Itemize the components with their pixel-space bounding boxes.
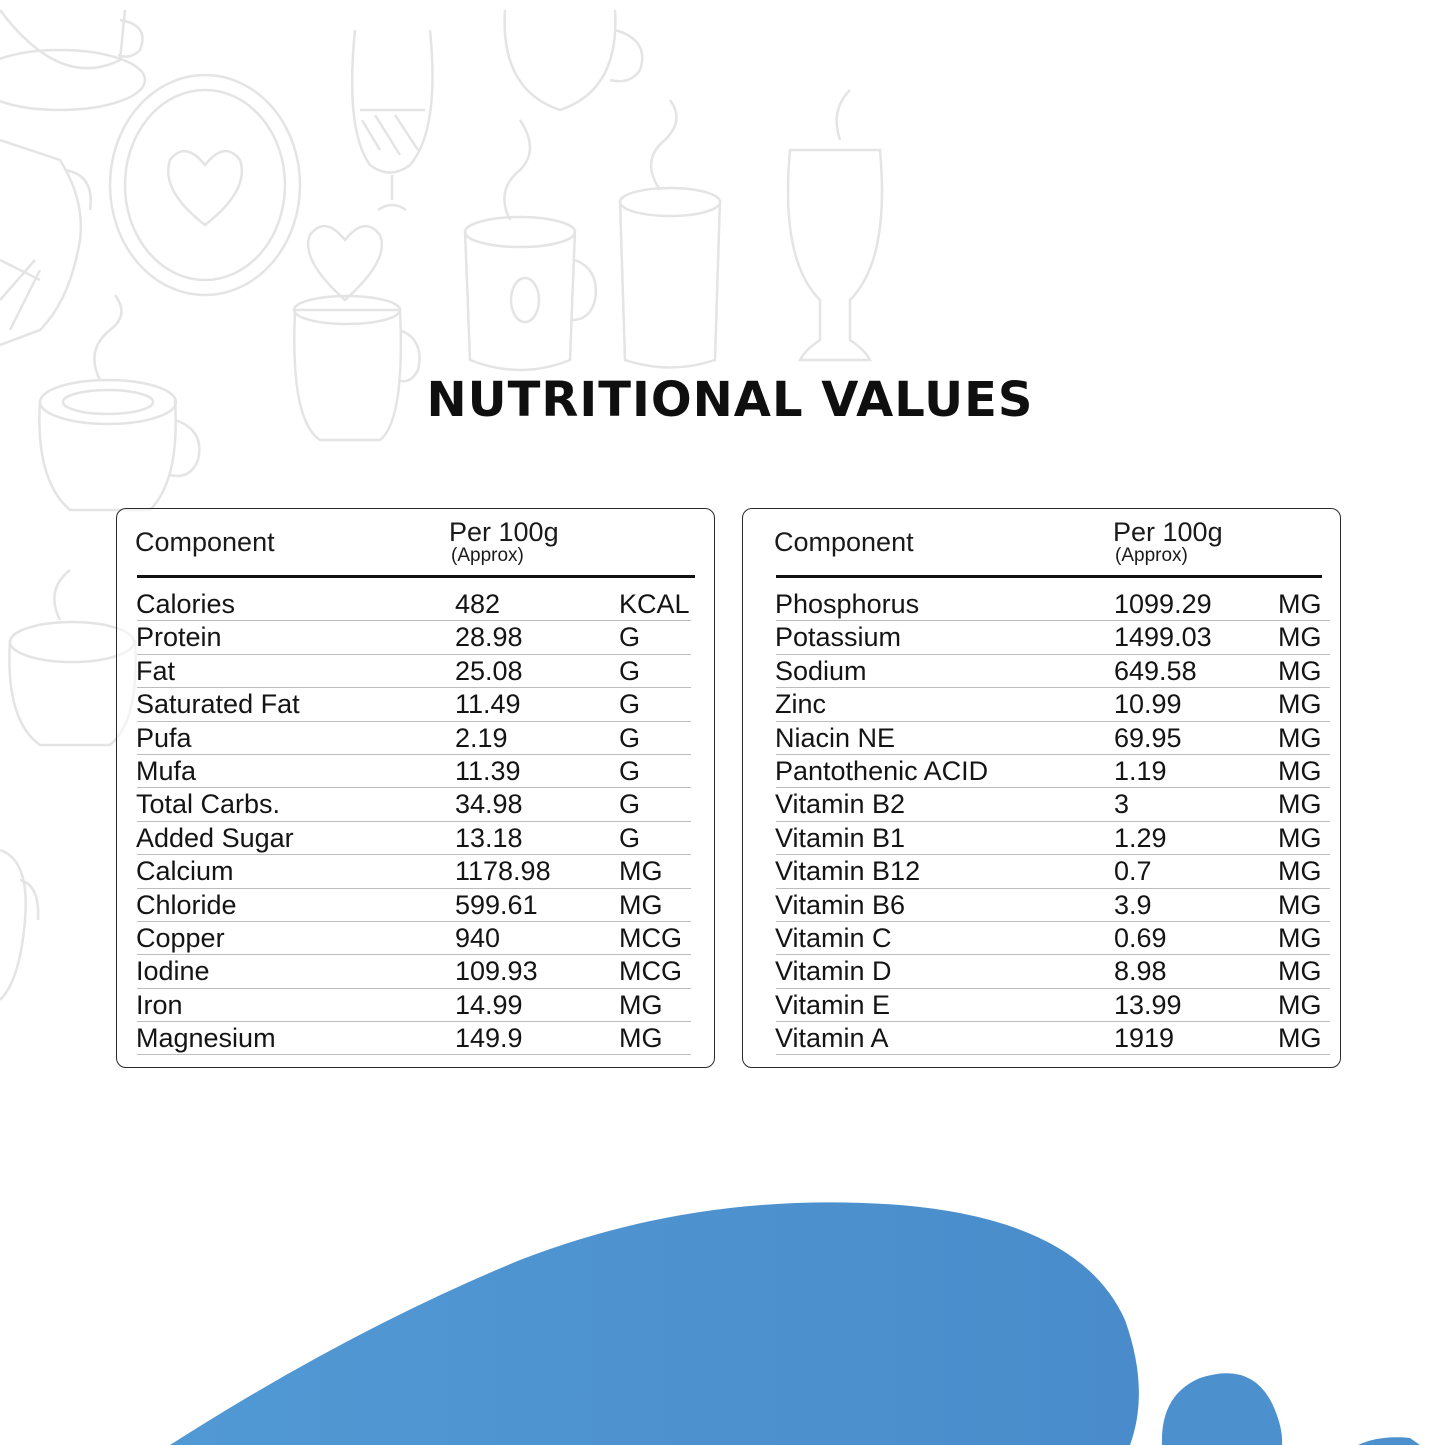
component-unit: MG <box>1278 622 1322 653</box>
component-value: 34.98 <box>455 789 523 820</box>
component-unit: G <box>619 789 641 820</box>
component-value: 1099.29 <box>1114 589 1212 619</box>
component-name: Copper <box>136 922 225 953</box>
component-name: Vitamin B12 <box>775 856 921 887</box>
table-row <box>117 621 714 654</box>
component-value: 482 <box>455 589 501 619</box>
component-unit: MG <box>1278 822 1322 853</box>
component-name: Total Carbs. <box>136 789 281 820</box>
table-row <box>117 722 714 755</box>
table-body <box>117 588 714 1055</box>
table-row <box>743 955 1340 988</box>
component-value: 11.49 <box>455 689 521 720</box>
table-row <box>743 989 1340 1022</box>
component-value: 1919 <box>1114 1023 1175 1054</box>
table-row <box>117 655 714 688</box>
table-row <box>117 989 714 1022</box>
component-value: 0.69 <box>1114 922 1167 953</box>
component-name: Fat <box>136 655 176 686</box>
component-name: Vitamin E <box>775 989 891 1020</box>
component-value: 11.39 <box>455 755 521 786</box>
component-name: Added Sugar <box>136 822 294 853</box>
table-row <box>743 722 1340 755</box>
component-value: 599.61 <box>455 889 538 920</box>
component-unit: MG <box>619 989 663 1020</box>
table-row <box>743 788 1340 821</box>
component-name: Saturated Fat <box>136 689 300 720</box>
table-body <box>743 588 1340 1055</box>
table-row <box>743 621 1340 654</box>
component-name: Vitamin B1 <box>775 822 906 853</box>
component-unit: MG <box>1278 589 1322 619</box>
row-divider <box>776 1054 1330 1055</box>
component-unit: MG <box>619 856 663 887</box>
table-row <box>117 588 714 621</box>
component-unit: MG <box>619 1023 663 1054</box>
table-row <box>743 588 1340 621</box>
component-value: 149.9 <box>455 1023 523 1054</box>
component-name: Vitamin C <box>775 922 892 953</box>
table-row <box>117 889 714 922</box>
component-value: 13.99 <box>1114 989 1182 1020</box>
approx-label: (Approx) <box>451 545 524 566</box>
per-100g-label: Per 100g <box>1113 517 1223 547</box>
table-row <box>743 1022 1340 1055</box>
nutrition-table-right <box>742 508 1341 1068</box>
table-row <box>117 855 714 888</box>
component-unit: G <box>619 755 641 786</box>
component-name: Chloride <box>136 889 237 920</box>
table-row <box>117 822 714 855</box>
component-value: 14.99 <box>455 989 523 1020</box>
component-name: Zinc <box>775 689 827 720</box>
table-row <box>743 889 1340 922</box>
component-unit: MG <box>1278 956 1322 987</box>
table-row <box>743 855 1340 888</box>
component-value: 0.7 <box>1114 856 1152 887</box>
component-unit: MG <box>1278 755 1322 786</box>
component-unit: MG <box>1278 689 1322 720</box>
nutrition-table-left <box>116 508 715 1068</box>
page-title: NUTRITIONAL VALUES <box>426 372 1034 428</box>
component-value: 25.08 <box>455 655 523 686</box>
component-unit: G <box>619 722 641 753</box>
component-value: 1499.03 <box>1114 622 1212 653</box>
component-unit: MG <box>1278 789 1322 820</box>
component-name: Vitamin B2 <box>775 789 906 820</box>
component-value: 1.29 <box>1114 822 1167 853</box>
table-row <box>117 1022 714 1055</box>
component-unit: G <box>619 822 641 853</box>
component-value: 649.58 <box>1114 655 1197 686</box>
component-unit: G <box>619 622 641 653</box>
table-row <box>743 655 1340 688</box>
column-header-per-100g <box>449 517 559 565</box>
component-unit: MG <box>1278 889 1322 920</box>
component-unit: MCG <box>619 922 682 953</box>
column-header-component: Component <box>135 527 275 557</box>
component-name: Calcium <box>136 856 234 887</box>
component-value: 3 <box>1114 789 1130 820</box>
component-name: Protein <box>136 622 222 653</box>
column-header-per-100g <box>1113 517 1223 565</box>
table-row <box>117 755 714 788</box>
component-value: 28.98 <box>455 622 523 653</box>
component-unit: MG <box>1278 1023 1322 1054</box>
component-unit: KCAL <box>619 589 690 619</box>
per-100g-label: Per 100g <box>449 517 559 547</box>
component-name: Mufa <box>136 755 197 786</box>
column-header-component: Component <box>774 527 914 557</box>
component-value: 13.18 <box>455 822 523 853</box>
component-value: 109.93 <box>455 956 538 987</box>
component-unit: MG <box>1278 722 1322 753</box>
header-divider <box>137 575 695 578</box>
component-name: Pufa <box>136 722 192 753</box>
component-value: 1178.98 <box>455 856 551 887</box>
component-unit: MG <box>1278 856 1322 887</box>
component-unit: MCG <box>619 956 682 987</box>
component-name: Vitamin D <box>775 956 892 987</box>
component-unit: G <box>619 689 641 720</box>
component-value: 8.98 <box>1114 956 1167 987</box>
component-unit: MG <box>1278 922 1322 953</box>
component-value: 1.19 <box>1114 755 1167 786</box>
component-name: Calories <box>136 589 236 619</box>
component-value: 3.9 <box>1114 889 1152 920</box>
table-row <box>743 922 1340 955</box>
component-value: 940 <box>455 922 501 953</box>
table-row <box>743 822 1340 855</box>
component-unit: MG <box>1278 655 1322 686</box>
component-name: Iron <box>136 989 183 1020</box>
table-row <box>117 788 714 821</box>
component-name: Potassium <box>775 622 902 653</box>
component-name: Iodine <box>136 956 210 987</box>
component-value: 69.95 <box>1114 722 1182 753</box>
component-unit: G <box>619 655 641 686</box>
component-name: Phosphorus <box>775 589 920 619</box>
component-name: Sodium <box>775 655 867 686</box>
component-unit: MG <box>619 889 663 920</box>
table-row <box>117 955 714 988</box>
header-divider <box>776 575 1322 578</box>
row-divider <box>137 1054 691 1055</box>
component-name: Vitamin B6 <box>775 889 906 920</box>
table-row <box>743 755 1340 788</box>
table-row <box>117 688 714 721</box>
table-row <box>117 922 714 955</box>
component-name: Pantothenic ACID <box>775 755 989 786</box>
component-name: Niacin NE <box>775 722 896 753</box>
component-name: Vitamin A <box>775 1023 889 1054</box>
component-value: 10.99 <box>1114 689 1182 720</box>
approx-label: (Approx) <box>1115 545 1188 566</box>
component-value: 2.19 <box>455 722 508 753</box>
table-row <box>743 688 1340 721</box>
component-name: Magnesium <box>136 1023 276 1054</box>
component-unit: MG <box>1278 989 1322 1020</box>
